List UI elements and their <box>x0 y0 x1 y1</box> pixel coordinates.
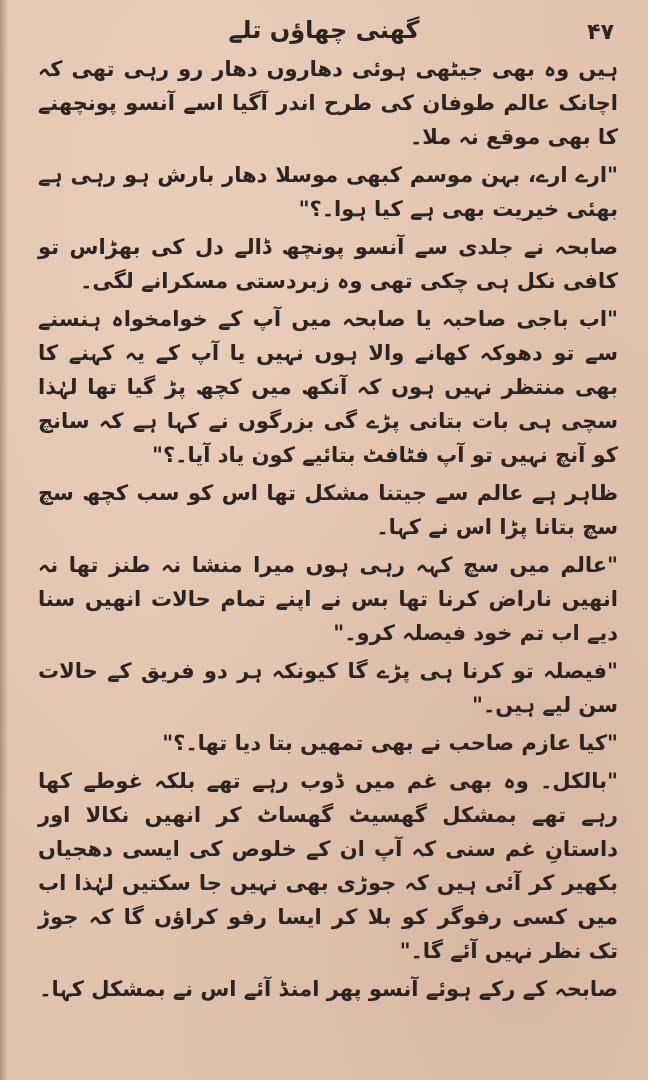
paragraph: "ارے ارے، بہن موسم کبھی موسلا دھار بارش ہو رہی ہے بھئی خیریت بھی ہے کیا ہوا۔؟" <box>38 163 618 222</box>
paragraph: ہیں وہ بھی جیٹھی ہوئی دھاروں دھار رو رہی تھی کہ اچانک عالم طوفان کی طرح اندر آگیا اسے آنسو پونچھنے کا بھی موقع نہ ملا۔ <box>38 57 618 150</box>
paragraph: "اب باجی صاحبہ یا صابحہ میں آپ کے خوامخواہ ہنسنے سے تو دھوکہ کھانے والا ہوں نہیں یا آپ کے یہ کہنے کا بھی منتظر نہیں ہوں کہ آنکھ میں کچھ پڑ گیا تھا لہٰذا سچی ہی بات بتانی پڑے گی بزرگوں نے کہا ہے کہ سانچ کو آنچ نہیں تو آپ فٹافٹ بتائیے کون یاد آیا۔؟" <box>38 307 618 468</box>
paragraph: ظاہر ہے عالم سے جیتنا مشکل تھا اس کو سب کچھ سچ سچ بتانا پڑا اس نے کہا۔ <box>38 481 618 540</box>
paragraph: صابحہ کے رکے ہوئے آنسو پھر امنڈ آئے اس نے بمشکل کہا۔ <box>39 977 618 1002</box>
text-body <box>38 52 618 1010</box>
paragraph: "بالکل۔ وہ بھی غم میں ڈوب رہے تھے بلکہ غوطے کھا رہے تھے بمشکل گھسیٹ گھساٹ کر انھیں نکالا اور داستانِ غم سنی کہ آپ ان کے خلوص کی ایسی دھجیاں بکھیر کر آئی ہیں کہ جوڑی بھی نہیں جا سکتیں لہٰذا اب میں کسی رفوگر کو بلا کر ایسا رفو کراؤں گا کہ جوڑ تک نظر نہیں آئے گا۔" <box>38 769 618 964</box>
paragraph: "فیصلہ تو کرنا ہی پڑے گا کیونکہ ہر دو فریق کے حالات سن لیے ہیں۔" <box>38 659 618 718</box>
paragraph: "کیا عازم صاحب نے بھی تمھیں بتا دیا تھا۔؟" <box>162 731 618 756</box>
page-title: گھنی چھاؤں تلے <box>228 16 420 44</box>
page-edge-shadow <box>0 0 8 1080</box>
paragraph: "عالم میں سچ کہہ رہی ہوں میرا منشا نہ طنز تھا نہ انھیں ناراض کرنا تھا بس نے اپنے تمام حالات انھیں سنا دیے اب تم خود فیصلہ کرو۔" <box>38 553 618 646</box>
page-number: ۴۷ <box>587 20 614 45</box>
page-header <box>0 14 648 54</box>
paragraph: صابحہ نے جلدی سے آنسو پونچھ ڈالے دل کی بھڑاس تو کافی نکل ہی چکی تھی وہ زبردستی مسکرانے لگی۔ <box>38 235 618 294</box>
